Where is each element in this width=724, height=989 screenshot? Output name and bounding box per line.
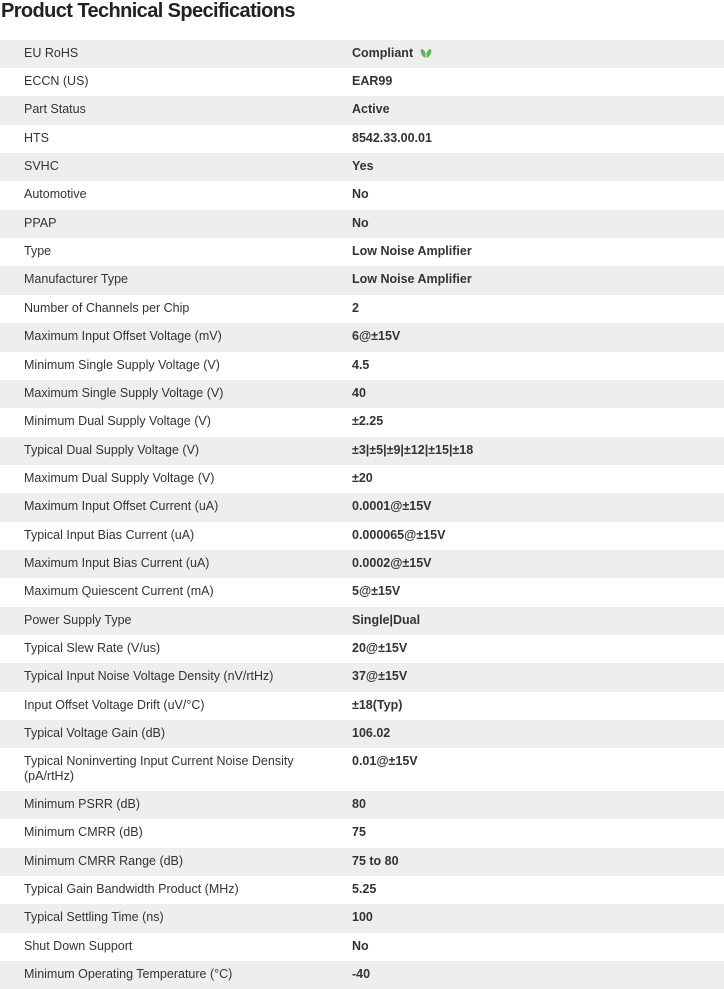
spec-name: Typical Settling Time (ns) <box>24 910 164 924</box>
spec-name: Maximum Input Offset Voltage (mV) <box>24 329 222 343</box>
spec-value: 5@±15V <box>352 584 401 598</box>
spec-row <box>0 607 724 635</box>
spec-row <box>0 791 724 819</box>
spec-row <box>0 933 724 961</box>
spec-row <box>0 692 724 720</box>
spec-value: 75 <box>352 825 366 839</box>
spec-value: 0.0002@±15V <box>352 556 432 570</box>
spec-value: ±2.25 <box>352 414 384 428</box>
spec-value: Active <box>352 102 390 116</box>
spec-value-cell <box>352 933 724 961</box>
spec-name: Maximum Single Supply Voltage (V) <box>24 386 224 400</box>
spec-row <box>0 96 724 125</box>
spec-value-cell <box>352 663 724 692</box>
spec-name: Shut Down Support <box>24 939 133 953</box>
spec-name: PPAP <box>24 216 57 230</box>
spec-row <box>0 465 724 493</box>
specifications-table <box>0 40 724 989</box>
spec-value: 6@±15V <box>352 329 401 343</box>
spec-name: Maximum Dual Supply Voltage (V) <box>24 471 215 485</box>
spec-name: Maximum Input Offset Current (uA) <box>24 499 219 513</box>
spec-name: EU RoHS <box>24 46 79 60</box>
leaf-icon <box>419 47 433 63</box>
spec-value: ±3|±5|±9|±12|±15|±18 <box>352 443 474 457</box>
spec-value: 20@±15V <box>352 641 408 655</box>
spec-value-cell <box>352 40 724 68</box>
spec-value: 0.01@±15V <box>352 754 418 768</box>
spec-value-cell <box>352 295 724 323</box>
spec-value-cell <box>352 153 724 181</box>
spec-value: No <box>352 187 369 201</box>
spec-row <box>0 522 724 550</box>
spec-value-cell <box>352 961 724 989</box>
spec-value-cell <box>352 522 724 550</box>
spec-row <box>0 748 724 791</box>
spec-value: 0.000065@±15V <box>352 528 446 542</box>
spec-value: 75 to 80 <box>352 854 399 868</box>
spec-value-cell <box>352 578 724 607</box>
spec-value: 8542.33.00.01 <box>352 131 432 145</box>
spec-value: Single|Dual <box>352 613 421 627</box>
spec-row <box>0 408 724 437</box>
spec-row <box>0 210 724 238</box>
spec-value-cell <box>352 791 724 819</box>
spec-value: 106.02 <box>352 726 391 740</box>
spec-row <box>0 493 724 522</box>
spec-row <box>0 904 724 933</box>
spec-value-cell <box>352 408 724 437</box>
spec-value: 5.25 <box>352 882 377 896</box>
spec-row <box>0 380 724 408</box>
spec-row <box>0 635 724 663</box>
spec-value: 80 <box>352 797 366 811</box>
spec-value-cell <box>352 635 724 663</box>
spec-name: Typical Noninverting Input Current Noise Density (pA/rtHz) <box>24 754 294 783</box>
spec-value-cell <box>352 692 724 720</box>
spec-name: Minimum PSRR (dB) <box>24 797 140 811</box>
spec-name: ECCN (US) <box>24 74 89 88</box>
spec-value: -40 <box>352 967 371 981</box>
spec-name: Minimum Dual Supply Voltage (V) <box>24 414 211 428</box>
spec-name: Typical Voltage Gain (dB) <box>24 726 166 740</box>
spec-name: Typical Gain Bandwidth Product (MHz) <box>24 882 239 896</box>
spec-row <box>0 819 724 848</box>
spec-value-cell <box>352 181 724 210</box>
spec-row <box>0 266 724 295</box>
spec-row <box>0 876 724 904</box>
spec-name: Minimum Operating Temperature (°C) <box>24 967 233 981</box>
spec-name: Typical Input Bias Current (uA) <box>24 528 195 542</box>
spec-value: 4.5 <box>352 358 370 372</box>
spec-name: SVHC <box>24 159 59 173</box>
spec-value-cell <box>352 352 724 380</box>
spec-value: ±18(Typ) <box>352 698 403 712</box>
spec-value-cell <box>352 238 724 266</box>
spec-row <box>0 961 724 989</box>
spec-value: 40 <box>352 386 366 400</box>
spec-row <box>0 153 724 181</box>
spec-value-cell <box>352 550 724 578</box>
spec-name: Number of Channels per Chip <box>24 301 190 315</box>
spec-row <box>0 720 724 748</box>
spec-name: Input Offset Voltage Drift (uV/°C) <box>24 698 205 712</box>
spec-value-cell <box>352 876 724 904</box>
spec-value-cell <box>352 819 724 848</box>
spec-value-cell <box>352 323 724 352</box>
spec-name: Typical Dual Supply Voltage (V) <box>24 443 200 457</box>
specifications-table-body <box>0 40 724 989</box>
spec-value: 100 <box>352 910 373 924</box>
spec-name: Minimum Single Supply Voltage (V) <box>24 358 220 372</box>
spec-value-cell <box>352 380 724 408</box>
spec-value-cell <box>352 720 724 748</box>
page-title: Product Technical Specifications <box>1 0 295 22</box>
spec-row <box>0 352 724 380</box>
spec-value: 37@±15V <box>352 669 408 683</box>
spec-value: No <box>352 939 369 953</box>
spec-value: EAR99 <box>352 74 393 88</box>
spec-name: Maximum Input Bias Current (uA) <box>24 556 210 570</box>
spec-name: Part Status <box>24 102 86 116</box>
spec-row <box>0 68 724 96</box>
spec-row <box>0 323 724 352</box>
spec-name: Typical Input Noise Voltage Density (nV/rtHz) <box>24 669 274 683</box>
spec-value-cell <box>352 210 724 238</box>
spec-value: Compliant <box>352 46 414 60</box>
spec-name: Type <box>24 244 52 258</box>
spec-value: Low Noise Amplifier <box>352 244 472 258</box>
spec-row <box>0 125 724 153</box>
spec-row <box>0 238 724 266</box>
spec-name: Minimum CMRR (dB) <box>24 825 143 839</box>
spec-value-cell <box>352 125 724 153</box>
spec-value: Yes <box>352 159 374 173</box>
spec-value-cell <box>352 848 724 876</box>
spec-value-cell <box>352 493 724 522</box>
spec-value-cell <box>352 68 724 96</box>
spec-name: Typical Slew Rate (V/us) <box>24 641 161 655</box>
spec-row <box>0 437 724 465</box>
spec-name: Power Supply Type <box>24 613 132 627</box>
spec-value-cell <box>352 748 724 791</box>
spec-value-cell <box>352 266 724 295</box>
spec-name: Manufacturer Type <box>24 272 128 286</box>
spec-row <box>0 848 724 876</box>
spec-value: 0.0001@±15V <box>352 499 432 513</box>
spec-row <box>0 40 724 68</box>
spec-name: Automotive <box>24 187 87 201</box>
spec-name: HTS <box>24 131 49 145</box>
spec-value: Low Noise Amplifier <box>352 272 472 286</box>
spec-row <box>0 663 724 692</box>
spec-row <box>0 550 724 578</box>
spec-value: No <box>352 216 369 230</box>
spec-value-cell <box>352 904 724 933</box>
spec-value: 2 <box>352 301 359 315</box>
spec-value: ±20 <box>352 471 373 485</box>
spec-row <box>0 295 724 323</box>
spec-value-cell <box>352 437 724 465</box>
spec-row <box>0 578 724 607</box>
spec-name: Maximum Quiescent Current (mA) <box>24 584 214 598</box>
spec-value-cell <box>352 607 724 635</box>
spec-value-cell <box>352 465 724 493</box>
spec-row <box>0 181 724 210</box>
spec-name: Minimum CMRR Range (dB) <box>24 854 184 868</box>
spec-value-cell <box>352 96 724 125</box>
